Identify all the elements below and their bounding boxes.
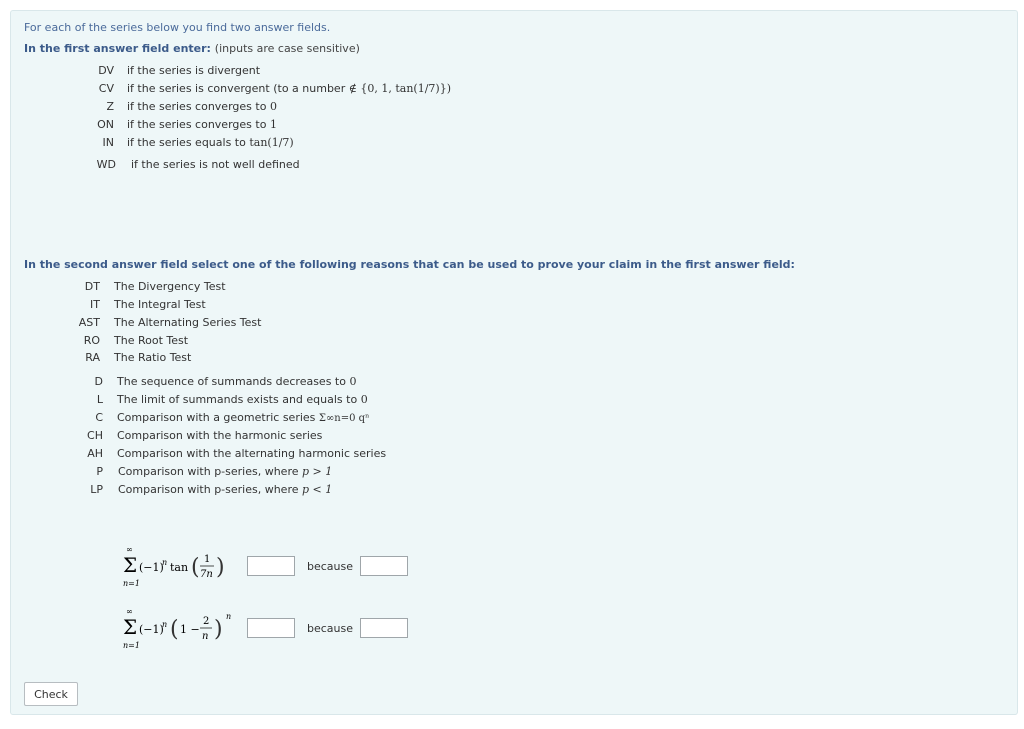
- first-field-heading: [24, 42, 360, 56]
- series-formula-1: [120, 544, 240, 590]
- svg-text:n=1: n=1: [123, 579, 140, 588]
- svg-text:(−1): (−1): [139, 561, 164, 574]
- option-code: ON: [97, 118, 114, 131]
- option-code: CV: [98, 82, 114, 95]
- check-button[interactable]: Check: [24, 682, 78, 706]
- test-code: AST: [78, 316, 100, 329]
- reason-math: Σ∞n=0 qⁿ: [318, 413, 370, 424]
- svg-text:(: (: [191, 555, 200, 580]
- svg-text:∞: ∞: [126, 545, 133, 554]
- test-code: RO: [83, 334, 100, 347]
- reason-desc: [118, 483, 332, 497]
- svg-text:1 −: 1 −: [180, 623, 200, 636]
- option-desc-text: if the series equals to: [127, 136, 246, 149]
- option-desc: if the series is divergent: [127, 64, 261, 77]
- svg-text:n: n: [162, 558, 168, 567]
- reason-code: CH: [87, 429, 103, 442]
- reason-desc: [117, 411, 369, 426]
- test-desc: The Integral Test: [114, 298, 206, 311]
- svg-text:2: 2: [203, 616, 210, 627]
- svg-text:n: n: [162, 620, 168, 629]
- reason-desc: [117, 375, 356, 389]
- reason-math: p > 1: [302, 465, 333, 478]
- svg-text:): ): [214, 617, 223, 642]
- because-label: because: [307, 560, 354, 573]
- option-math: 1: [269, 118, 277, 131]
- reason-code: AH: [87, 447, 103, 460]
- svg-text:7n: 7n: [200, 569, 213, 580]
- reason-desc-text: The limit of summands exists and equals to: [117, 393, 358, 406]
- reason-math: 0: [349, 375, 357, 388]
- reason-desc-text: Comparison with p-series, where: [118, 483, 299, 496]
- answer-input-1[interactable]: [247, 556, 295, 576]
- option-code: Z: [106, 100, 114, 113]
- reason-desc-text: The sequence of summands decreases to: [117, 375, 346, 388]
- reason-select-2[interactable]: [360, 618, 408, 638]
- reason-code: P: [96, 465, 103, 478]
- option-desc: if the series is not well defined: [131, 158, 300, 171]
- test-code: IT: [90, 298, 100, 311]
- option-desc-text: if the series converges to: [127, 118, 267, 131]
- reason-code: L: [96, 393, 103, 406]
- option-desc: [127, 82, 451, 96]
- test-desc: The Ratio Test: [114, 351, 192, 364]
- option-desc: [127, 136, 294, 150]
- option-code: DV: [98, 64, 114, 77]
- reason-math: 0: [360, 393, 368, 406]
- test-desc: The Divergency Test: [114, 280, 226, 293]
- option-math: ∉ {0, 1, tan(1/7)}): [348, 82, 451, 95]
- test-code: RA: [85, 351, 100, 364]
- first-field-heading-text: In the first answer field enter:: [24, 42, 211, 55]
- option-desc-text: if the series is convergent (to a number: [127, 82, 346, 95]
- test-desc: The Alternating Series Test: [114, 316, 262, 329]
- option-math: 0: [269, 100, 277, 113]
- second-field-heading: In the second answer field select one of the following reasons that can be used to prove your claim in the first answer field:: [24, 258, 795, 271]
- because-label: because: [307, 622, 354, 635]
- first-field-note: (inputs are case sensitive): [214, 42, 360, 55]
- reason-code: D: [94, 375, 103, 388]
- reason-desc: [117, 393, 368, 407]
- reason-desc: Comparison with the alternating harmonic series: [117, 447, 387, 460]
- answer-input-2[interactable]: [247, 618, 295, 638]
- reason-desc-text: Comparison with a geometric series: [117, 411, 316, 424]
- option-desc: [127, 100, 277, 114]
- svg-text:n: n: [202, 631, 209, 642]
- series-formula-2: [120, 606, 240, 652]
- svg-text:): ): [216, 555, 225, 580]
- option-code: IN: [102, 136, 114, 149]
- svg-text:(−1): (−1): [139, 623, 164, 636]
- option-desc-text: if the series converges to: [127, 100, 267, 113]
- svg-text:Σ: Σ: [123, 615, 138, 639]
- reason-select-1[interactable]: [360, 556, 408, 576]
- test-code: DT: [84, 280, 100, 293]
- reason-desc-text: Comparison with p-series, where: [118, 465, 299, 478]
- option-math: tan(1/7): [249, 136, 294, 149]
- svg-text:(: (: [170, 617, 179, 642]
- reason-code: C: [95, 411, 103, 424]
- option-code: WD: [96, 158, 116, 171]
- reason-math: p < 1: [302, 483, 333, 496]
- test-desc: The Root Test: [114, 334, 189, 347]
- reason-desc: [118, 465, 332, 479]
- reason-desc: Comparison with the harmonic series: [117, 429, 323, 442]
- svg-text:tan: tan: [170, 561, 189, 574]
- svg-text:∞: ∞: [126, 607, 133, 616]
- svg-text:1: 1: [204, 554, 211, 565]
- intro-text: For each of the series below you find two answer fields.: [24, 21, 331, 34]
- svg-text:Σ: Σ: [123, 553, 138, 577]
- reason-code: LP: [90, 483, 103, 496]
- option-desc: [127, 118, 277, 132]
- svg-text:n=1: n=1: [123, 641, 140, 650]
- svg-text:n: n: [226, 612, 232, 621]
